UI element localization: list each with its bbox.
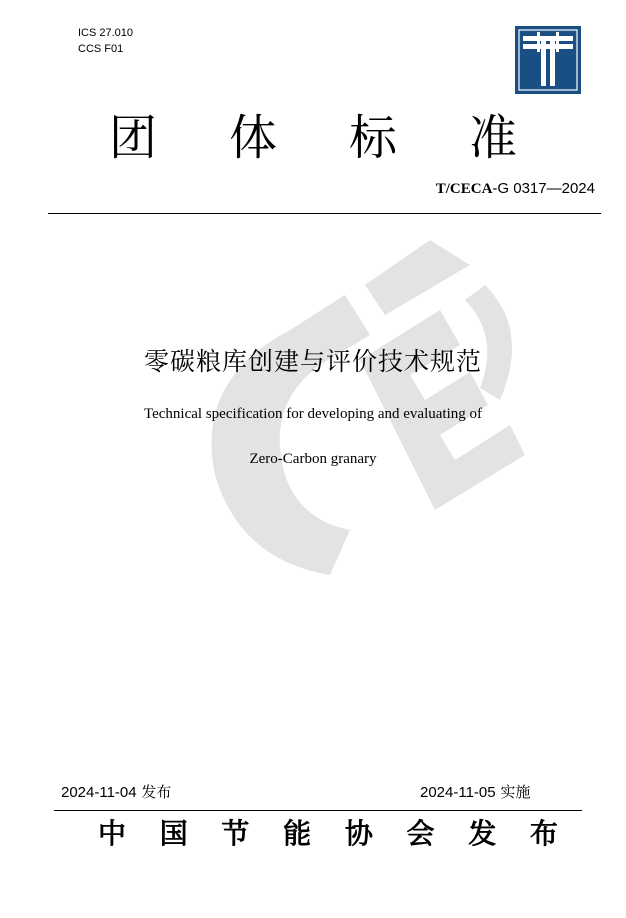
ccs-code: CCS F01 [78, 43, 124, 55]
publisher-char: 节 [221, 817, 250, 850]
title-english-line1: Technical specification for developing and evaluating of [144, 406, 482, 422]
doc-type-char: 标 [348, 110, 397, 166]
standard-number-prefix: T/CECA [435, 181, 493, 197]
footer-rule [54, 810, 582, 811]
publisher-char: 协 [344, 817, 373, 850]
publisher-char: 能 [283, 817, 312, 850]
publisher-char: 发 [468, 817, 497, 850]
standard-t-logo-icon [515, 26, 581, 94]
standard-number-rest: -G 0317—2024 [492, 180, 595, 197]
publisher-char: 国 [159, 817, 188, 850]
header-rule [48, 213, 601, 214]
publisher-char: 会 [406, 817, 435, 850]
title-chinese: 零碳粮库创建与评价技术规范 [143, 347, 482, 376]
doc-type-char: 团 [108, 110, 157, 166]
publisher-char: 布 [529, 817, 558, 850]
publish-label: 发布 [141, 783, 172, 801]
publish-date [61, 781, 171, 802]
effective-label: 实施 [500, 783, 531, 801]
publisher [98, 814, 558, 854]
classification-codes [78, 25, 133, 57]
ceca-watermark-icon [170, 240, 540, 620]
publish-date-value: 2024-11-04 [61, 784, 137, 801]
doc-type-char: 准 [468, 110, 517, 166]
document-type [0, 108, 626, 168]
publisher-char: 中 [98, 817, 127, 850]
ics-code: ICS 27.010 [78, 27, 134, 39]
effective-date [420, 781, 530, 802]
doc-type-char: 体 [228, 110, 277, 166]
standard-number [436, 180, 595, 198]
effective-date-value: 2024-11-05 [420, 784, 496, 801]
title-english-line2: Zero-Carbon granary [249, 451, 377, 467]
